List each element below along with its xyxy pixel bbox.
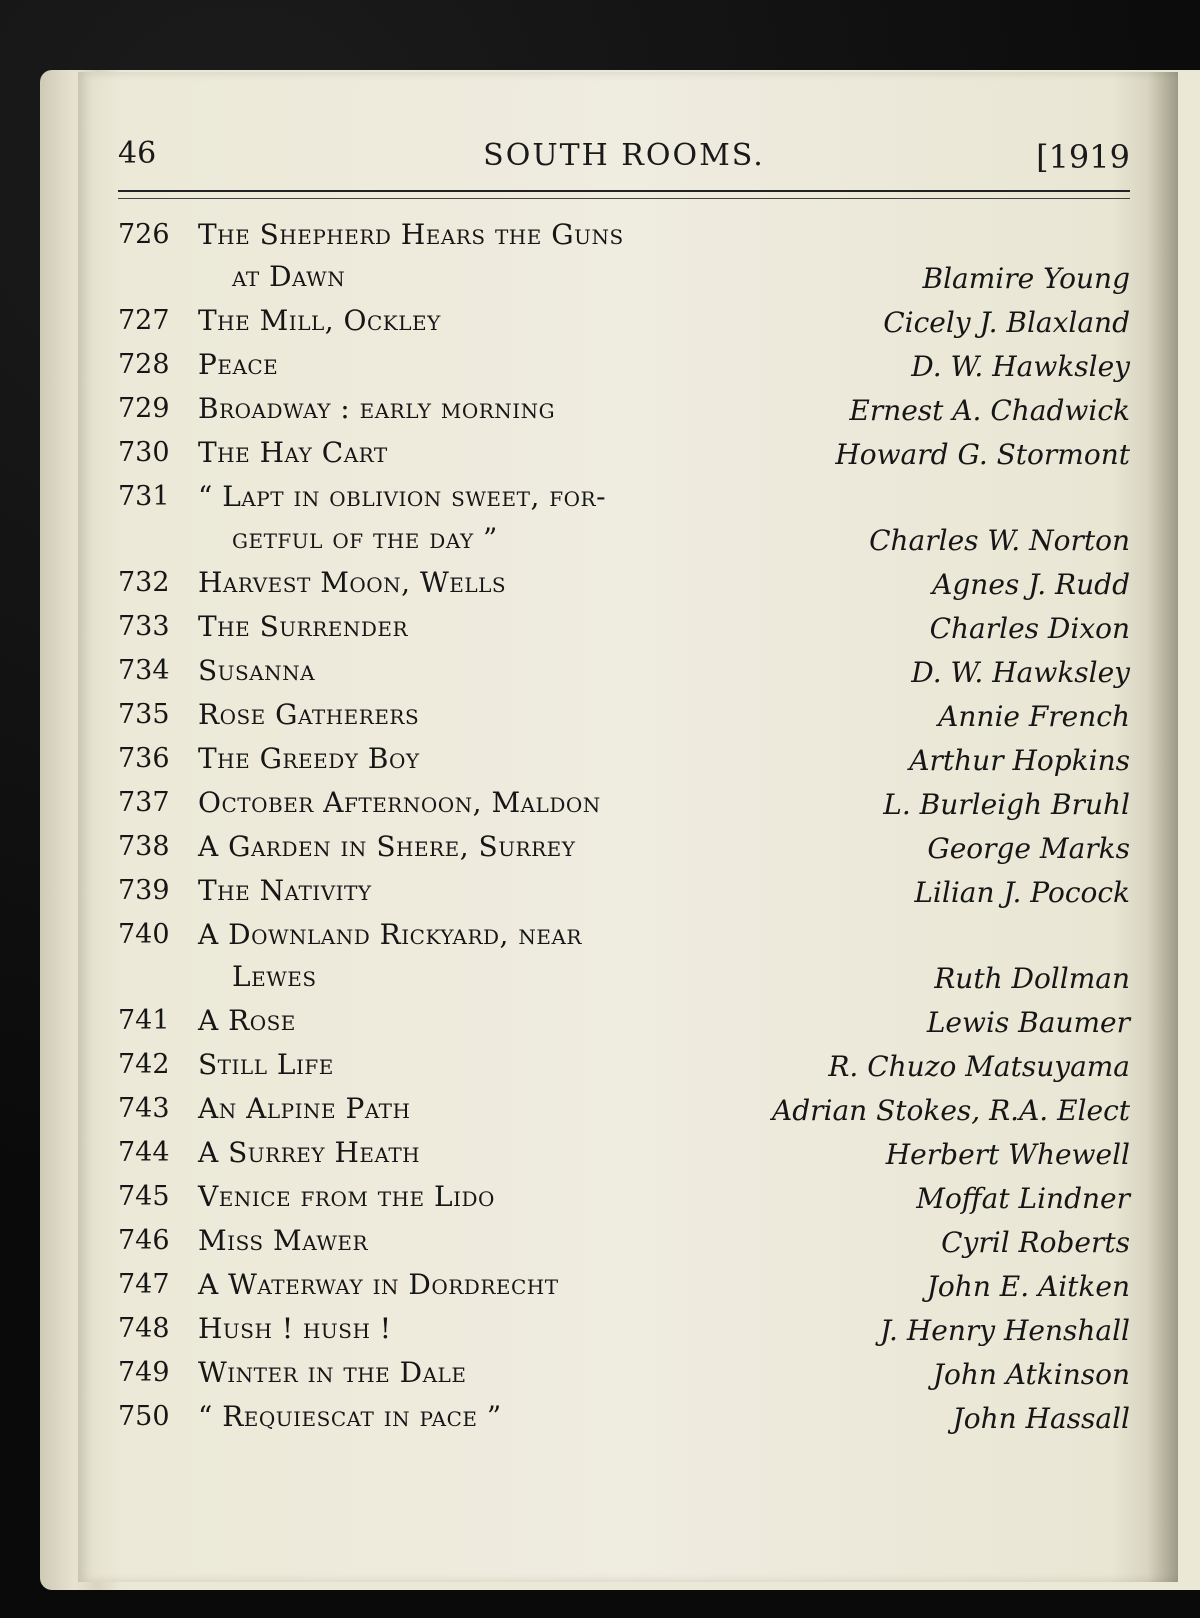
- entry-body: [198, 1308, 1130, 1352]
- spine-shadow: [1148, 72, 1178, 1582]
- entry-title: The Mill, Ockley: [198, 304, 441, 337]
- catalogue-entry: [118, 344, 1130, 388]
- entry-title: Miss Mawer: [198, 1224, 369, 1257]
- entry-artist: D. W. Hawksley: [911, 656, 1130, 689]
- entry-body: [198, 694, 1130, 738]
- catalogue-entry: [118, 1264, 1130, 1308]
- entry-number: 742: [118, 1049, 170, 1080]
- entry-number: 748: [118, 1313, 170, 1344]
- entry-number: 728: [118, 349, 170, 380]
- entry-artist: Agnes J. Rudd: [932, 568, 1130, 601]
- entry-body: [198, 1000, 1130, 1044]
- entry-number: 732: [118, 567, 170, 598]
- entry-artist: Herbert Whewell: [885, 1138, 1130, 1171]
- entry-number: 726: [118, 219, 170, 250]
- entry-title: Susanna: [198, 654, 316, 687]
- entry-artist: Cicely J. Blaxland: [883, 306, 1130, 339]
- catalogue-entry: [118, 1088, 1130, 1132]
- catalogue-entry: [118, 432, 1130, 476]
- entry-title: Winter in the Dale: [198, 1356, 467, 1389]
- entry-artist: Ruth Dollman: [934, 962, 1130, 995]
- entry-artist: Lewis Baumer: [926, 1006, 1130, 1039]
- catalogue-entry: [118, 1396, 1130, 1440]
- entry-body: [198, 914, 1130, 1000]
- entry-title: A Surrey Heath: [198, 1136, 421, 1169]
- entry-body: [198, 782, 1130, 826]
- entry-body: [198, 650, 1130, 694]
- entry-body: [198, 344, 1130, 388]
- catalogue-entry: [118, 826, 1130, 870]
- entry-artist: Ernest A. Chadwick: [849, 394, 1130, 427]
- entry-number: 741: [118, 1005, 170, 1036]
- entry-artist: Annie French: [938, 700, 1130, 733]
- catalogue-entry: [118, 870, 1130, 914]
- entry-title: Venice from the Lido: [198, 1180, 495, 1213]
- entry-number: 750: [118, 1401, 170, 1432]
- entry-title: Harvest Moon, Wells: [198, 566, 507, 599]
- catalogue-entry: [118, 300, 1130, 344]
- entry-number: 729: [118, 393, 170, 424]
- entry-body: [198, 476, 1130, 562]
- entry-title: The Shepherd Hears the Guns: [198, 218, 624, 251]
- entry-artist: Arthur Hopkins: [909, 744, 1130, 777]
- entry-artist: John Hassall: [952, 1402, 1130, 1435]
- entry-body: [198, 300, 1130, 344]
- entry-title-continuation: getful of the day ”: [232, 522, 498, 555]
- catalogue-entry: [118, 1176, 1130, 1220]
- entry-body: [198, 606, 1130, 650]
- catalogue-entry: [118, 1044, 1130, 1088]
- entry-artist: Howard G. Stormont: [835, 438, 1130, 471]
- catalogue-entry: [118, 738, 1130, 782]
- entry-title: Hush ! hush !: [198, 1312, 392, 1345]
- entry-number: 744: [118, 1137, 170, 1168]
- catalogue-entry: [118, 694, 1130, 738]
- entry-artist: D. W. Hawksley: [911, 350, 1130, 383]
- catalogue-entry: [118, 476, 1130, 562]
- entry-artist: Moffat Lindner: [916, 1182, 1130, 1215]
- catalogue-entry: [118, 914, 1130, 1000]
- entry-artist: Blamire Young: [922, 262, 1130, 295]
- running-title: SOUTH ROOMS.: [483, 138, 765, 173]
- entry-number: 731: [118, 481, 170, 512]
- catalogue-entry: [118, 388, 1130, 432]
- entry-title: Rose Gatherers: [198, 698, 420, 731]
- entry-body: [198, 1132, 1130, 1176]
- catalogue-entry: [118, 1132, 1130, 1176]
- entry-artist: J. Henry Henshall: [879, 1314, 1130, 1347]
- catalogue-entry: [118, 1308, 1130, 1352]
- entry-number: 736: [118, 743, 170, 774]
- entry-artist: John E. Aitken: [926, 1270, 1130, 1303]
- entry-title: Broadway : early morning: [198, 392, 556, 425]
- entry-title: October Afternoon, Maldon: [198, 786, 601, 819]
- entry-title: The Nativity: [198, 874, 372, 907]
- entry-number: 727: [118, 305, 170, 336]
- entry-artist: Cyril Roberts: [941, 1226, 1130, 1259]
- entry-title: Still Life: [198, 1048, 334, 1081]
- entry-artist: Lilian J. Pocock: [914, 876, 1130, 909]
- entry-number: 730: [118, 437, 170, 468]
- entry-body: [198, 1396, 1130, 1440]
- entry-number: 745: [118, 1181, 170, 1212]
- entry-body: [198, 432, 1130, 476]
- entry-body: [198, 738, 1130, 782]
- entry-artist: L. Burleigh Bruhl: [883, 788, 1130, 821]
- entry-artist: George Marks: [927, 832, 1130, 865]
- catalogue-entry: [118, 606, 1130, 650]
- entry-title: The Surrender: [198, 610, 409, 643]
- page-number: 46: [118, 136, 157, 171]
- entry-number: 747: [118, 1269, 170, 1300]
- entry-body: [198, 1088, 1130, 1132]
- entry-title: “ Lapt in oblivion sweet, for-: [198, 480, 607, 513]
- entry-title: A Downland Rickyard, near: [198, 918, 582, 951]
- catalogue-entry: [118, 782, 1130, 826]
- entry-body: [198, 1176, 1130, 1220]
- catalogue-entry: [118, 1352, 1130, 1396]
- catalogue-entry: [118, 214, 1130, 300]
- entry-title: The Hay Cart: [198, 436, 388, 469]
- entry-body: [198, 826, 1130, 870]
- year-label: [1919: [1036, 138, 1130, 176]
- entry-number: 734: [118, 655, 170, 686]
- entry-body: [198, 214, 1130, 300]
- entry-body: [198, 870, 1130, 914]
- entry-number: 737: [118, 787, 170, 818]
- entry-title: A Garden in Shere, Surrey: [198, 830, 576, 863]
- entry-body: [198, 388, 1130, 432]
- entry-title: A Waterway in Dordrecht: [198, 1268, 559, 1301]
- entry-number: 738: [118, 831, 170, 862]
- catalogue-entry: [118, 562, 1130, 606]
- entry-title-continuation: at Dawn: [232, 260, 346, 293]
- catalogue-entry: [118, 1220, 1130, 1264]
- entry-body: [198, 1264, 1130, 1308]
- header-rule: [118, 190, 1130, 199]
- entry-number: 733: [118, 611, 170, 642]
- entry-title: Peace: [198, 348, 279, 381]
- catalogue-entry: [118, 1000, 1130, 1044]
- entry-body: [198, 1352, 1130, 1396]
- entry-body: [198, 1044, 1130, 1088]
- entry-number: 735: [118, 699, 170, 730]
- entry-number: 749: [118, 1357, 170, 1388]
- entry-title: A Rose: [198, 1004, 296, 1037]
- entry-number: 739: [118, 875, 170, 906]
- entry-title: An Alpine Path: [198, 1092, 411, 1125]
- entry-artist: Charles W. Norton: [869, 524, 1130, 557]
- entry-number: 740: [118, 919, 170, 950]
- entry-body: [198, 562, 1130, 606]
- entry-title-continuation: Lewes: [232, 960, 317, 993]
- entry-artist: R. Chuzo Matsuyama: [828, 1050, 1130, 1083]
- catalogue-list: [118, 214, 1130, 1440]
- entry-title: “ Requiescat in pace ”: [198, 1400, 502, 1433]
- entry-artist: Charles Dixon: [929, 612, 1130, 645]
- catalogue-entry: [118, 650, 1130, 694]
- entry-artist: John Atkinson: [932, 1358, 1130, 1391]
- entry-title: The Greedy Boy: [198, 742, 420, 775]
- entry-body: [198, 1220, 1130, 1264]
- entry-artist: Adrian Stokes, R.A. Elect: [771, 1094, 1130, 1127]
- entry-number: 743: [118, 1093, 170, 1124]
- entry-number: 746: [118, 1225, 170, 1256]
- page-header: [118, 128, 1130, 188]
